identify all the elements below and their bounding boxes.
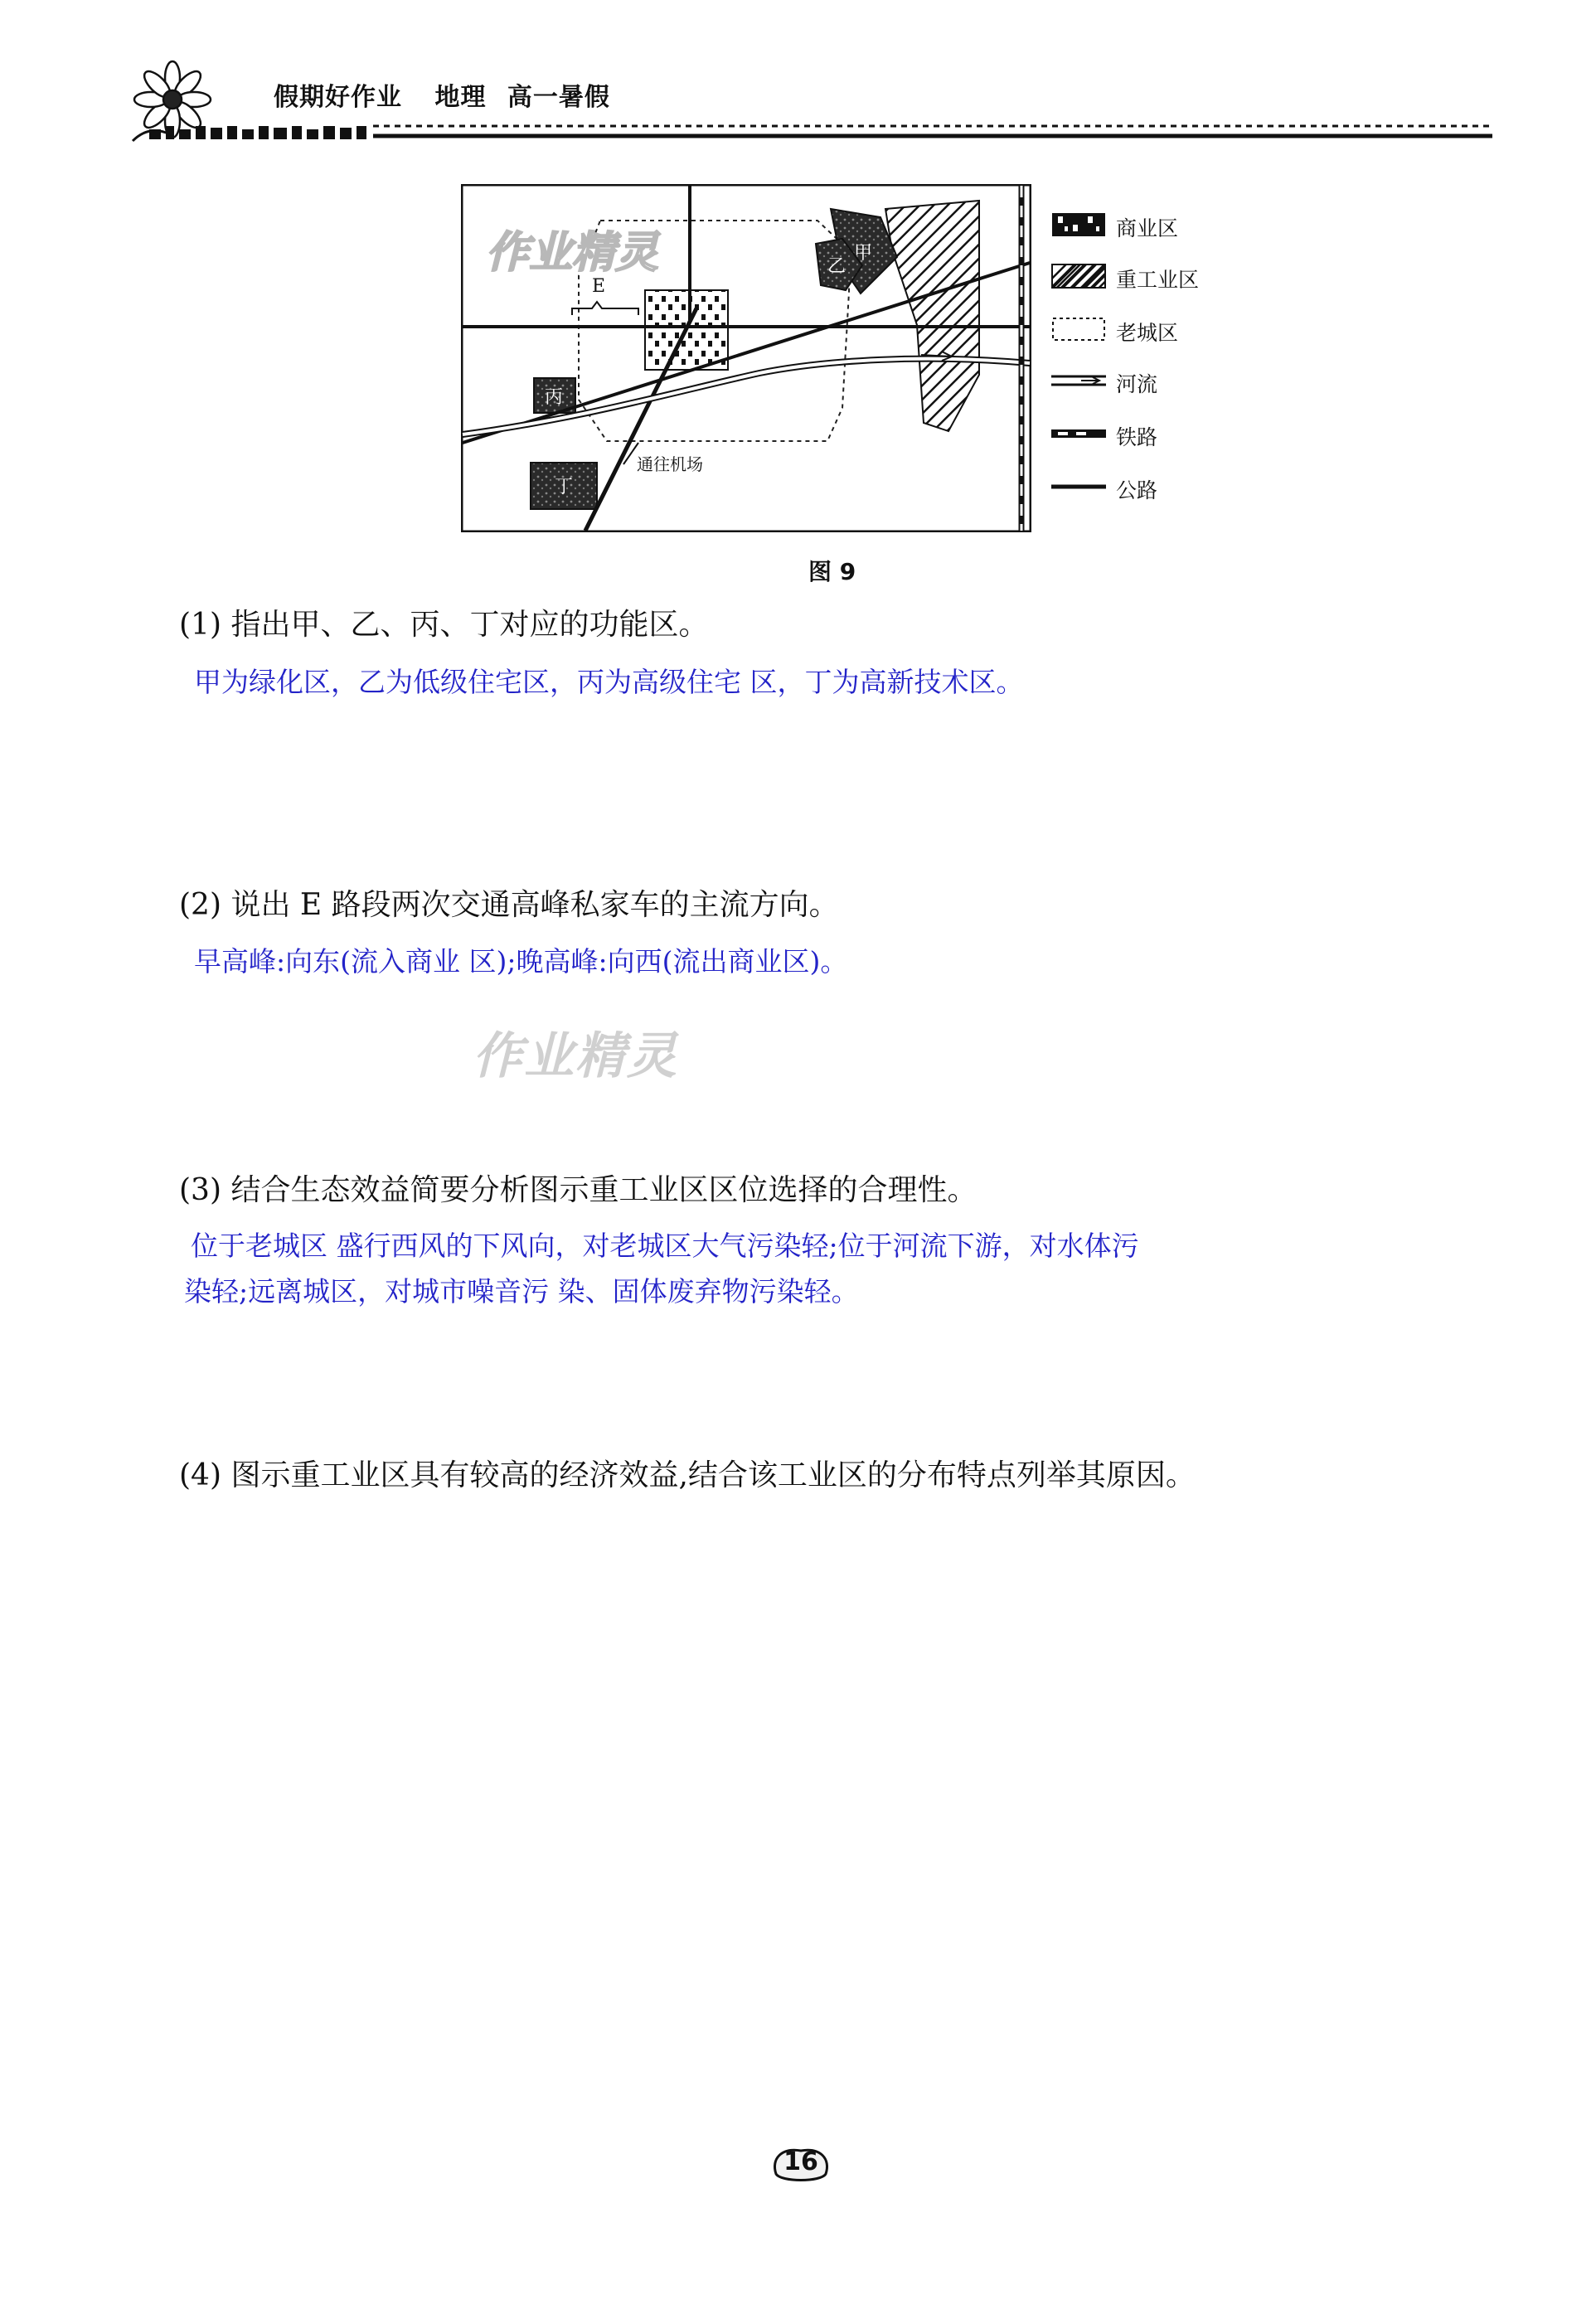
- question-1: (1) 指出甲、乙、丙、丁对应的功能区。: [179, 608, 709, 642]
- legend-label-commercial: 商业区: [1116, 216, 1179, 240]
- grade-label: 高一暑假: [507, 83, 610, 112]
- label-yi: 乙: [827, 256, 847, 277]
- page-number: [769, 2142, 832, 2184]
- question-4: (4) 图示重工业区具有较高的经济效益,结合该工业区的分布特点列举其原因。: [179, 1458, 1196, 1492]
- legend-item-commercial: [1051, 207, 1234, 240]
- city-map: [461, 184, 1031, 532]
- legend-label-road: 公路: [1116, 478, 1158, 502]
- hatched-pattern-icon: [1051, 264, 1106, 289]
- figure-caption: 图 9: [808, 558, 856, 585]
- answer-3-line-1: 位于老城区 盛行西风的下风向，对老城区大气污染轻;位于河流下游，对水体污: [191, 1230, 1139, 1262]
- book-title: 假期好作业: [274, 83, 402, 112]
- legend-item-heavy-industry: [1051, 259, 1234, 292]
- legend-item-old-city: [1051, 312, 1234, 345]
- question-3: (3) 结合生态效益简要分析图示重工业区区位选择的合理性。: [179, 1173, 977, 1207]
- road-line-icon: [1051, 474, 1106, 499]
- label-ding: 丁: [555, 477, 574, 497]
- legend-label-heavy-industry: 重工业区: [1116, 268, 1200, 292]
- header-divider: [149, 119, 1492, 141]
- map-watermark: 作业精灵: [486, 228, 659, 278]
- label-airport: 通往机场: [637, 454, 703, 474]
- legend-item-road: [1051, 469, 1234, 502]
- answer-2-line-1: 早高峰:向东(流入商业 区);晚高峰:向西(流出商业区)。: [194, 945, 848, 978]
- subject-label: 地理: [434, 83, 487, 112]
- page-number-text: 16: [783, 2147, 818, 2176]
- figure-9: [454, 184, 1234, 541]
- label-e: E: [592, 276, 606, 297]
- page-header: [124, 58, 1492, 149]
- dotted-box-icon: [1051, 317, 1106, 342]
- river-arrow-icon: [1051, 368, 1106, 393]
- legend-label-old-city: 老城区: [1116, 321, 1179, 345]
- header-title: [274, 76, 633, 113]
- answer-1-line-1: 甲为绿化区，乙为低级住宅区，丙为高级住宅 区，丁为高新技术区。: [194, 666, 1024, 698]
- legend-item-railway: [1051, 416, 1234, 449]
- commercial-pattern-icon: [1051, 212, 1106, 237]
- railway-line-icon: [1051, 421, 1106, 446]
- question-2: (2) 说出 E 路段两次交通高峰私家车的主流方向。: [179, 888, 839, 922]
- legend-item-river: [1051, 363, 1234, 396]
- legend-label-river: 河流: [1116, 372, 1158, 396]
- label-bing: 丙: [545, 387, 564, 408]
- answer-3-line-2: 染轻;远离城区，对城市噪音污 染、固体废弃物污染轻。: [184, 1275, 859, 1308]
- page-watermark: 作业精灵: [473, 1027, 678, 1085]
- legend-label-railway: 铁路: [1116, 425, 1158, 449]
- label-jia: 甲: [854, 243, 873, 264]
